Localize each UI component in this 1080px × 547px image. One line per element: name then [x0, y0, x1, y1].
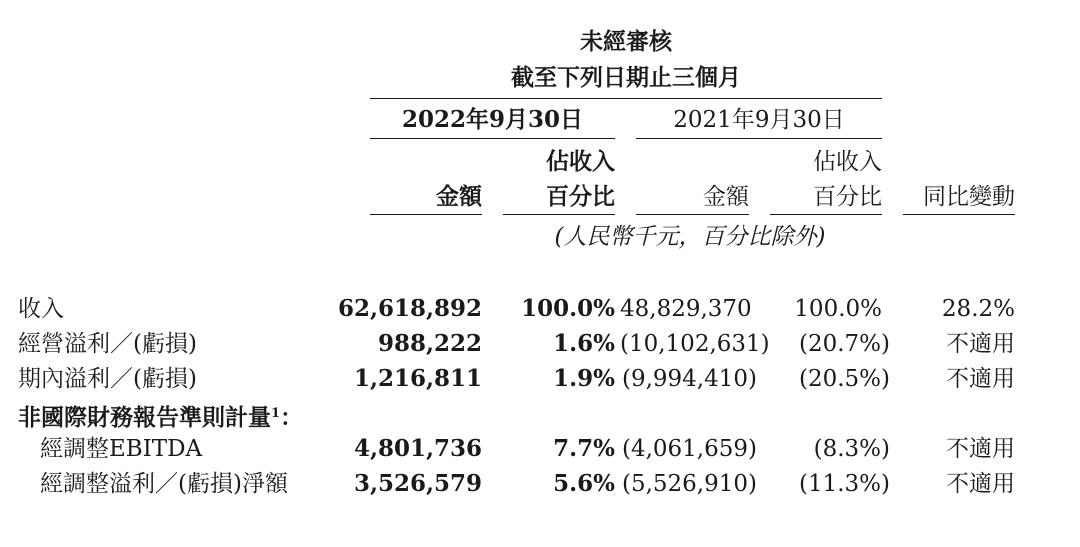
pct-2022: 7.7% — [553, 435, 615, 462]
pct-2021: (11.3%) — [798, 471, 890, 497]
yoy-change: 28.2% — [941, 296, 1015, 322]
pct-2022: 100.0% — [521, 295, 615, 322]
pct-header-2022-line1: 佔收入 — [546, 148, 615, 175]
yoy-change: 不適用 — [946, 471, 1015, 497]
pct-2021: (8.3%) — [813, 436, 890, 462]
yoy-change: 不適用 — [946, 366, 1015, 392]
unit-note: (人民幣千元，百分比除外) — [554, 224, 826, 250]
amount-header-2021: 金額 — [703, 184, 749, 210]
unaudited-heading: 未經審核 — [580, 28, 672, 55]
pct-2022: 5.6% — [553, 470, 615, 497]
amount-2022: 3,526,579 — [353, 470, 482, 497]
row-label: 經營溢利／(虧損) — [18, 331, 197, 357]
amount-2021: (10,102,631) — [620, 331, 770, 357]
amount-2021: (5,526,910) — [621, 471, 757, 497]
non-ifrs-heading: 非國際財務報告準則計量$^1$： — [18, 404, 304, 431]
rule-pct-2021 — [770, 214, 882, 215]
rule-pct-2022 — [503, 214, 615, 215]
amount-2021: 48,829,370 — [620, 296, 752, 322]
rule-2021 — [636, 138, 882, 139]
period-heading: 截至下列日期止三個月 — [511, 64, 741, 91]
amount-2022: 4,801,736 — [353, 435, 482, 462]
pct-2021: (20.7%) — [798, 331, 890, 357]
amount-2021: (4,061,659) — [621, 436, 757, 462]
header-rule — [370, 98, 882, 99]
footnote-marker: 1 — [271, 406, 281, 421]
pct-header-2021-line1: 佔收入 — [813, 149, 882, 175]
pct-2022: 1.6% — [553, 330, 615, 357]
rule-yoy — [903, 214, 1015, 215]
pct-2022: 1.9% — [553, 365, 615, 392]
rule-2022 — [370, 138, 615, 139]
pct-header-2021-line2: 百分比 — [813, 184, 882, 210]
row-label: 經調整溢利／(虧損)淨額 — [40, 471, 288, 497]
row-label: 收入 — [18, 296, 64, 322]
yoy-change: 不適用 — [946, 331, 1015, 357]
amount-2022: 988,222 — [377, 330, 482, 357]
row-label: 期內溢利／(虧損) — [18, 366, 197, 392]
amount-2022: 62,618,892 — [337, 295, 482, 322]
rule-amount-2022 — [370, 214, 482, 215]
pct-header-2022-line2: 百分比 — [546, 183, 615, 210]
pct-2021: (20.5%) — [798, 366, 890, 392]
column-group-2022: 2022年9月30日 — [401, 106, 584, 133]
yoy-change: 不適用 — [946, 436, 1015, 462]
column-group-2021: 2021年9月30日 — [673, 107, 845, 133]
row-label: 經調整EBITDA — [40, 436, 203, 462]
amount-header-2022: 金額 — [436, 183, 482, 210]
pct-2021: 100.0% — [794, 296, 882, 322]
amount-2022: 1,216,811 — [353, 365, 482, 392]
amount-2021: (9,994,410) — [621, 366, 757, 392]
rule-amount-2021 — [636, 214, 749, 215]
yoy-header: 同比變動 — [923, 184, 1015, 210]
